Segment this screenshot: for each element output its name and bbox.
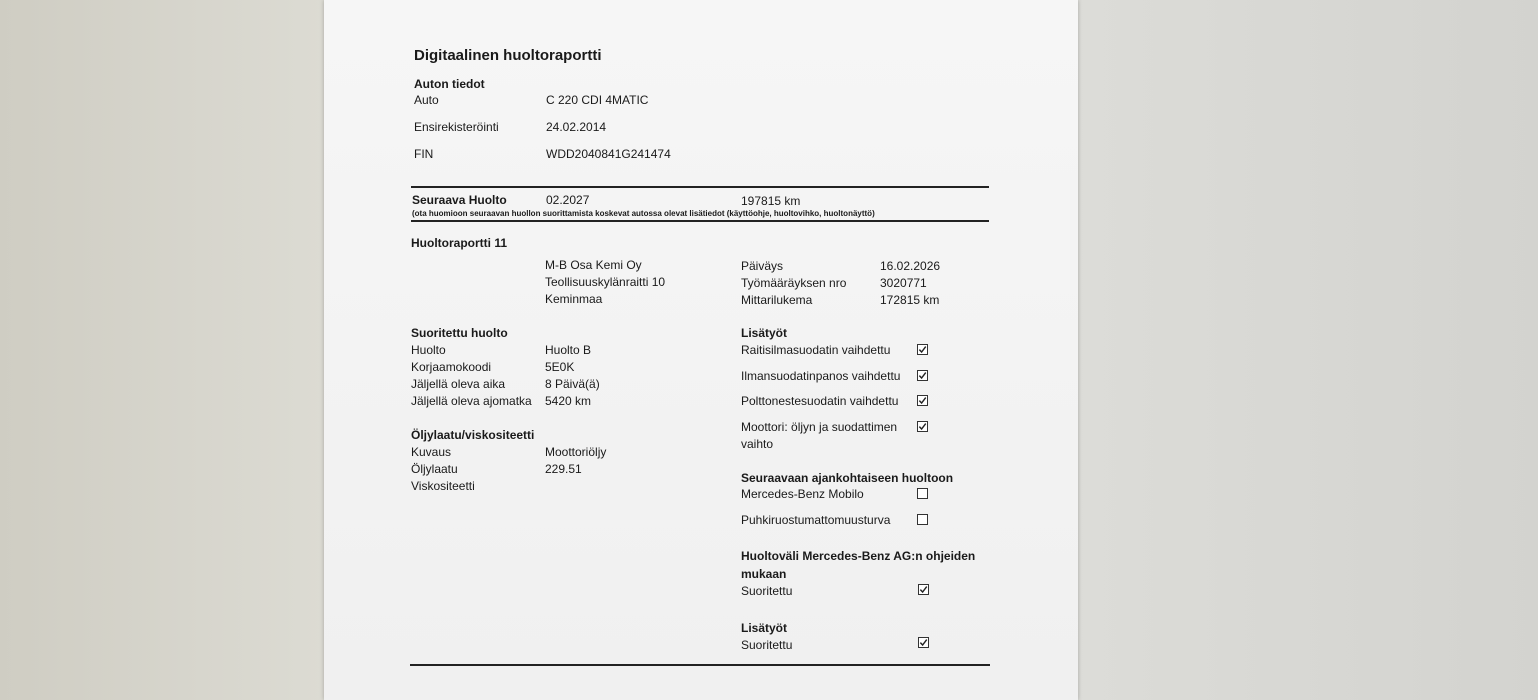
workshop-city: Keminmaa — [545, 292, 603, 306]
checkbox-mobilo[interactable] — [917, 488, 928, 499]
next-service-km: 197815 km — [741, 194, 801, 208]
workshop-name: M-B Osa Kemi Oy — [545, 258, 642, 272]
report-title: Digitaalinen huoltoraportti — [414, 47, 602, 64]
checkbox-extra-work-2-done[interactable] — [918, 637, 929, 648]
next-service-date: 02.2027 — [546, 193, 590, 207]
divider-next-service — [411, 220, 989, 222]
checkmark-icon — [918, 371, 927, 380]
performed-label-distance: Jäljellä oleva ajomatka — [411, 394, 532, 408]
interval-label-done: Suoritettu — [741, 584, 793, 598]
checkbox-air-filter[interactable] — [917, 370, 928, 381]
background-table-right — [1078, 0, 1538, 700]
next-current-heading: Seuraavaan ajankohtaiseen huoltoon — [741, 471, 954, 485]
performed-value-distance: 5420 km — [545, 394, 592, 408]
next-current-label-rust: Puhkiruostumattomuusturva — [741, 513, 891, 527]
extra-work-label-oil-change-line2: vaihto — [741, 437, 774, 451]
checkmark-icon — [919, 585, 928, 594]
interval-heading-line2: mukaan — [741, 567, 787, 581]
interval-heading-line1: Huoltoväli Mercedes-Benz AG:n ohjeiden — [741, 549, 976, 563]
divider-bottom — [410, 664, 990, 666]
next-service-label: Seuraava Huolto — [412, 193, 507, 207]
checkbox-interval-done[interactable] — [918, 584, 929, 595]
performed-value-service: Huolto B — [545, 343, 592, 357]
oil-value-description: Moottoriöljy — [545, 445, 607, 459]
next-current-label-mobilo: Mercedes-Benz Mobilo — [741, 487, 864, 501]
info-value-date: 16.02.2026 — [880, 259, 941, 273]
car-label-auto: Auto — [414, 93, 439, 107]
info-value-odometer: 172815 km — [880, 293, 940, 307]
car-value-registration: 24.02.2014 — [546, 120, 607, 134]
car-label-registration: Ensirekisteröinti — [414, 120, 499, 134]
checkmark-icon — [918, 396, 927, 405]
performed-label-service: Huolto — [411, 343, 446, 357]
info-label-date: Päiväys — [741, 259, 784, 273]
info-label-order: Työmääräyksen nro — [741, 276, 847, 290]
performed-value-code: 5E0K — [545, 360, 575, 374]
extra-work-label-air-filter: Ilmansuodatinpanos vaihdettu — [741, 369, 901, 383]
checkbox-cabin-filter[interactable] — [917, 344, 928, 355]
extra-work-2-heading: Lisätyöt — [741, 621, 788, 635]
oil-value-quality: 229.51 — [545, 462, 582, 476]
performed-value-time: 8 Päivä(ä) — [545, 377, 600, 391]
extra-work-2-label-done: Suoritettu — [741, 638, 793, 652]
extra-work-label-oil-change-line1: Moottori: öljyn ja suodattimen — [741, 420, 898, 434]
extra-work-label-fuel-filter: Polttonestesuodatin vaihdettu — [741, 394, 899, 408]
performed-label-code: Korjaamokoodi — [411, 360, 492, 374]
workshop-street: Teollisuuskylänraitti 10 — [545, 275, 666, 289]
checkbox-rust[interactable] — [917, 514, 928, 525]
car-value-fin: WDD2040841G241474 — [546, 147, 671, 161]
checkbox-oil-change[interactable] — [917, 421, 928, 432]
extra-work-label-cabin-filter: Raitisilmasuodatin vaihdettu — [741, 343, 891, 357]
oil-label-viscosity: Viskositeetti — [411, 479, 475, 493]
checkbox-fuel-filter[interactable] — [917, 395, 928, 406]
info-label-odometer: Mittarilukema — [741, 293, 813, 307]
service-report-heading: Huoltoraportti 11 — [411, 236, 508, 250]
info-value-order: 3020771 — [880, 276, 927, 290]
performed-label-time: Jäljellä oleva aika — [411, 377, 506, 391]
extra-work-heading: Lisätyöt — [741, 326, 788, 340]
divider-top — [411, 186, 989, 188]
background-table-left — [0, 0, 325, 700]
oil-label-quality: Öljylaatu — [411, 462, 458, 476]
performed-heading: Suoritettu huolto — [411, 326, 508, 340]
oil-label-description: Kuvaus — [411, 445, 452, 459]
car-heading: Auton tiedot — [414, 77, 485, 91]
checkmark-icon — [918, 422, 927, 431]
next-service-note: (ota huomioon seuraavan huollon suorittamista koskevat autossa olevat lisätiedot (käyttöohje, huoltovihko, huoltonäyttö) — [412, 209, 875, 218]
oil-heading: Öljylaatu/viskositeetti — [411, 428, 535, 442]
car-label-fin: FIN — [414, 147, 434, 161]
car-value-auto: C 220 CDI 4MATIC — [546, 93, 649, 107]
checkmark-icon — [918, 345, 927, 354]
checkmark-icon — [919, 638, 928, 647]
